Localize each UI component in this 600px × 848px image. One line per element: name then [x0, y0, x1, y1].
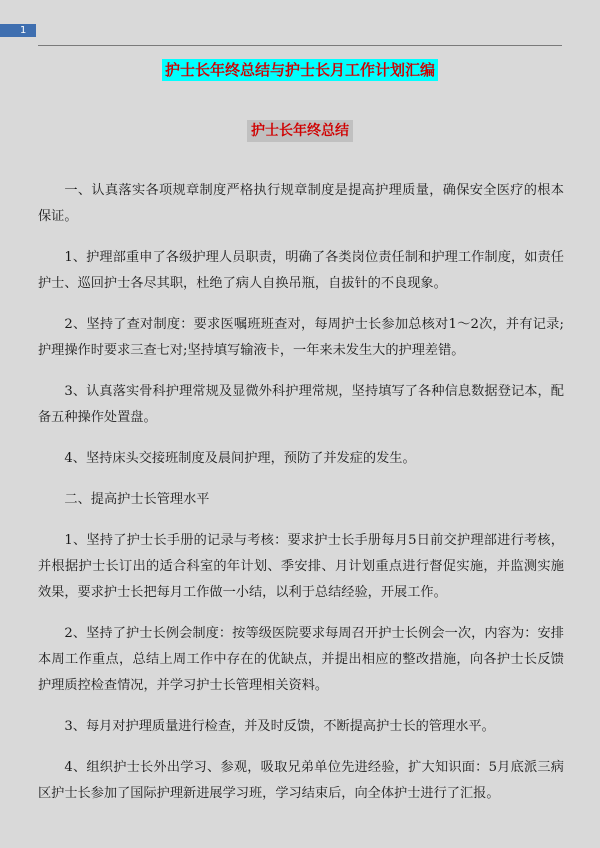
section-title: 护士长年终总结 [247, 120, 353, 142]
document-body [38, 178, 564, 822]
paragraph-1: 一、认真落实各项规章制度严格执行规章制度是提高护理质量，确保安全医疗的根本保证。 [38, 183, 564, 224]
document-title: 护士长年终总结与护士长月工作计划汇编 [162, 59, 438, 81]
paragraph-8: 2、坚持了护士长例会制度：按等级医院要求每周召开护士长例会一次，内容为：安排本周工作重点，总结上周工作中存在的优缺点，并提出相应的整改措施，向各护士长反馈护理质控检查情况，并学习护士长管理相关资料。 [38, 626, 564, 693]
paragraph-10: 4、组织护士长外出学习、参观，吸取兄弟单位先进经验，扩大知识面：5月底派三病区护士长参加了国际护理新进展学习班，学习结束后，向全体护士进行了汇报。 [38, 760, 564, 801]
paragraph-7: 1、坚持了护士长手册的记录与考核：要求护士长手册每月5日前交护理部进行考核，并根据护士长订出的适合科室的年计划、季安排、月计划重点进行督促实施，并监测实施效果，要求护士长把每月工作做一小结，以利于总结经验，开展工作。 [38, 533, 564, 600]
page-number-badge [0, 24, 36, 37]
paragraph-2: 1、护理部重申了各级护理人员职责，明确了各类岗位责任制和护理工作制度，如责任护士、巡回护士各尽其职，杜绝了病人自换吊瓶，自拔针的不良现象。 [38, 250, 564, 291]
section-title-container [0, 120, 600, 142]
paragraph-6: 二、提高护士长管理水平 [64, 492, 210, 507]
paragraph-5: 4、坚持床头交接班制度及晨间护理，预防了并发症的发生。 [64, 451, 416, 466]
paragraph-4: 3、认真落实骨科护理常规及显微外科护理常规，坚持填写了各种信息数据登记本，配备五种操作处置盘。 [38, 384, 564, 425]
page-number: 1 [20, 25, 27, 36]
header-divider [38, 45, 562, 46]
document-title-container [0, 59, 600, 81]
paragraph-9: 3、每月对护理质量进行检查，并及时反馈，不断提高护士长的管理水平。 [64, 719, 495, 734]
paragraph-3: 2、坚持了查对制度：要求医嘱班班查对，每周护士长参加总核对1～2次，并有记录;护理操作时要求三查七对;坚持填写输液卡，一年来未发生大的护理差错。 [38, 317, 564, 358]
